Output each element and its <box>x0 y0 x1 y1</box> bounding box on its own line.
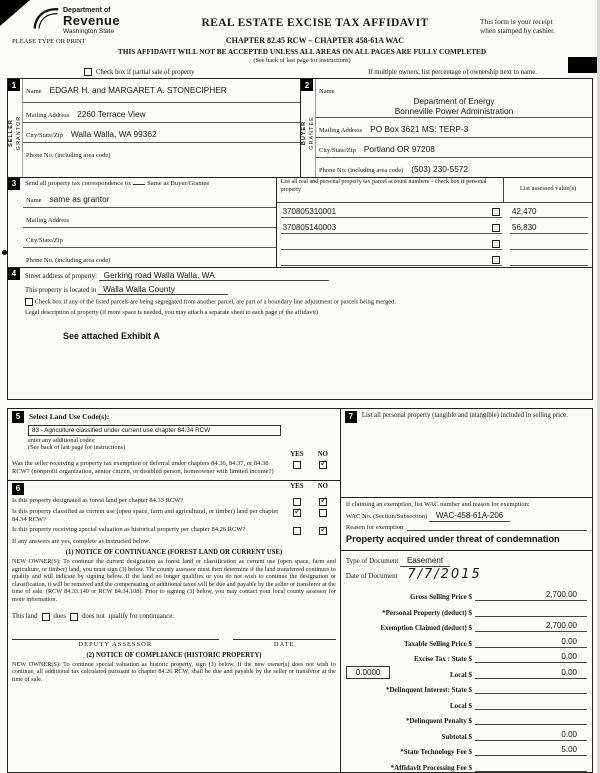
fee-value[interactable] <box>475 723 587 725</box>
fee-value[interactable]: 5.00 <box>475 745 587 756</box>
buyer-city-label: City/State/Zip <box>319 146 356 154</box>
parcel-numbers-header: List all real and personal property tax parcel account numbers – check box if personal property <box>277 178 504 202</box>
correspondence-intro: Send all property tax correspondence to: <box>25 179 132 187</box>
buyer-mailing-label: Mailing Address <box>319 126 363 134</box>
reason-blank[interactable] <box>407 524 587 531</box>
logo-dept-text: Department of <box>63 7 111 14</box>
yes-checkbox[interactable] <box>293 461 301 469</box>
fee-row-state-technology-fee: *State Technology Fee $ 5.00 <box>346 741 587 757</box>
continuance-does-checkbox[interactable] <box>42 613 50 621</box>
segregation-checkbox[interactable] <box>25 298 33 306</box>
scan-corner-artifact <box>0 0 30 26</box>
fee-row-gross-selling-price: Gross Selling Price $ 2,700.00 <box>346 586 587 602</box>
fee-row-delinquent-interest-state: *Delinquent Interest: State $ <box>346 679 587 695</box>
scan-dot-artifact <box>2 250 7 255</box>
parcel-number-value[interactable]: 370805140003 <box>282 222 337 232</box>
buyer-mailing-row <box>316 118 592 138</box>
page-title: REAL ESTATE EXCISE TAX AFFIDAVIT <box>201 17 429 29</box>
fee-value[interactable]: 2,700.00 <box>475 621 587 632</box>
chapter-heading: CHAPTER 82.45 RCW – CHAPTER 458-61A WAC <box>225 36 405 45</box>
multiple-owners-note: If multiple owners, list percentage of ownership next to name. <box>368 68 537 76</box>
form-lower-box <box>7 408 593 773</box>
parcel-row <box>277 203 592 219</box>
fee-value[interactable]: 2,700.00 <box>475 590 587 601</box>
correspondence-name-row: Name same as grantor <box>23 188 276 208</box>
property-number-badge: 4 <box>8 268 20 280</box>
fee-value[interactable] <box>475 770 587 772</box>
scan-block-artifact <box>568 57 600 73</box>
fee-row-excise-tax-local: 0.0000 Local $ 0.00 <box>346 663 587 679</box>
buyer-name-row <box>316 79 592 118</box>
assessed-value[interactable]: 42,470 <box>510 207 588 218</box>
designation-section <box>8 481 340 772</box>
exemption-deferral-question: Was the seller receiving a property tax exemption or deferral under chapters 84.36, 84.37, or 84.38 RCW? (nonprofit organization, senior citizen, or disabled person, homeowner with limited income?) ✓ <box>12 460 336 476</box>
fee-row-exemption-claimed: Exemption Claimed (deduct) $ 2,700.00 <box>346 617 587 633</box>
no-checkbox[interactable] <box>319 509 327 517</box>
seller-side-label: SELLER GRANTOR <box>7 115 22 150</box>
land-use-section <box>8 409 340 481</box>
document-section <box>341 550 592 582</box>
located-in-label: This property is located in <box>25 286 97 294</box>
assessed-value[interactable] <box>510 248 588 250</box>
no-header: NO <box>317 482 328 490</box>
land-use-code-field[interactable]: 83 - Agriculture classified under current use chapter 84.34 RCW <box>28 425 281 436</box>
document-date-value[interactable]: 7/7/2015 <box>407 566 482 582</box>
street-address-value[interactable]: Gerking road Walla Walla, WA <box>99 270 329 281</box>
current-use-question: Is this property classified as current use (open space, farm and agricultural, or timber) land per chapter 84.34 RCW? ✓ <box>12 508 336 524</box>
seller-name-row <box>23 79 300 103</box>
seller-number-badge: 1 <box>8 79 20 91</box>
buyer-mailing-value[interactable]: PO Box 3621 MS: TERP-3 <box>370 123 469 134</box>
fee-value[interactable]: 0.00 <box>475 730 587 741</box>
seller-mailing-row <box>23 103 300 123</box>
buyer-phone-value[interactable]: (503) 230-5572 <box>411 163 469 174</box>
partial-sale-checkbox[interactable] <box>84 68 92 76</box>
buyer-phone-label: Phone No. (including area code) <box>319 166 404 174</box>
buyer-city-value[interactable]: Portland OR 97208 <box>363 143 435 154</box>
seller-city-value[interactable]: Walla Walla, WA 99362 <box>70 129 157 139</box>
reason-value[interactable]: Property acquired under threat of condemnation <box>345 533 560 544</box>
buyer-city-row <box>316 138 592 158</box>
yes-header: YES <box>290 450 304 458</box>
document-date-label: Date of Document <box>345 571 398 580</box>
continuance-does-not-checkbox[interactable] <box>70 613 78 621</box>
historic-property-question: Is this property receiving special valuation as historical property per chapter 84.26 RCW? ✓ <box>12 526 336 535</box>
seller-section <box>8 79 300 177</box>
forest-land-question: Is this property designated as forest land per chapter 84.33 RCW? ✓ <box>12 497 336 506</box>
notice-compliance-text: NEW OWNER(S): To continue special valuation as historic property, sign (3) below. If the new owner(s) does not wish to continue, all additional tax calculated pursuant to chapter 84.26 RCW, shall be due and payable by the seller or transferor at the time of sale. <box>12 660 336 683</box>
parcel-row <box>277 219 592 235</box>
logo-state-text: Washington State <box>63 27 115 35</box>
fee-value[interactable] <box>475 708 587 710</box>
property-location-section <box>8 268 592 399</box>
deputy-assessor-signature-line[interactable]: DEPUTY ASSESSOR <box>12 639 219 648</box>
assessed-value[interactable]: 56,830 <box>510 223 588 234</box>
seller-name-value[interactable]: EDGAR H. and MARGARET A. STONECIPHER <box>49 85 227 95</box>
yes-checkbox[interactable] <box>293 498 301 506</box>
correspondence-name-value[interactable]: same as grantor <box>49 193 110 204</box>
yes-checkbox[interactable] <box>293 509 301 517</box>
personal-property-checkbox[interactable] <box>492 256 500 264</box>
continuance-qualify-row: This land does does not qualify for continuance. <box>12 613 174 621</box>
seller-phone-label: Phone No. (including area code) <box>26 152 111 159</box>
buyer-name-value[interactable]: Department of Energy Bonneville Power Administration <box>394 96 514 117</box>
correspondence-city-row: City/State/Zip <box>23 228 276 248</box>
buyer-name-label: Name <box>319 88 335 95</box>
no-checkbox[interactable] <box>319 527 327 535</box>
receipt-note: This form is your receipt when stamped by cashier. <box>480 17 555 36</box>
fee-value[interactable] <box>475 615 587 617</box>
yes-checkbox[interactable] <box>293 527 301 535</box>
fee-row-taxable-selling-price: Taxable Selling Price $ 0.00 <box>346 632 587 648</box>
document-type-label: Type of Document <box>345 556 399 565</box>
notice-compliance-title: (2) NOTICE OF COMPLIANCE (HISTORIC PROPERTY) <box>86 651 262 659</box>
land-use-title: Select Land Use Code(s): <box>29 412 110 422</box>
fee-value[interactable]: 0.00 <box>475 668 587 679</box>
fee-row-subtotal: Subtotal $ 0.00 <box>346 725 587 741</box>
land-use-number-badge: 5 <box>12 411 24 423</box>
see-back-note: (See back of last page for instructions) <box>253 57 351 64</box>
no-checkbox[interactable] <box>319 498 327 506</box>
document-type-value[interactable]: Easement <box>400 556 450 567</box>
correspondence-phone-row: Phone No. (including area code) <box>26 256 111 264</box>
parcel-row <box>277 251 592 267</box>
personal-property-number-badge: 7 <box>345 411 357 423</box>
revenue-swoosh-icon <box>32 5 60 36</box>
date-line[interactable]: DATE <box>233 639 336 648</box>
form-header <box>0 0 600 76</box>
same-as-blank[interactable] <box>133 184 145 185</box>
correspondence-mailing-row: Mailing Address <box>23 208 276 228</box>
buyer-number-badge: 2 <box>301 79 313 91</box>
reason-label: Reason for exemption <box>345 523 404 531</box>
county-value[interactable]: Walla Walla County <box>98 284 228 295</box>
wac-label: WAC No. (Section/Subsection) <box>345 512 428 520</box>
designation-number-badge: 6 <box>12 483 24 495</box>
fee-value[interactable] <box>475 692 587 694</box>
fee-table <box>341 582 592 772</box>
fee-row-delinquent-interest-local: Local $ <box>346 694 587 710</box>
legal-description-label: Legal description of property (if more space is needed, you may attach a separate sheet to each page of the affidavit) <box>25 308 319 316</box>
additional-codes-label: enter any additional codes: <box>28 436 96 444</box>
same-as-label: Same as Buyer/Grantee <box>147 179 210 187</box>
correspondence-number-badge: 3 <box>8 178 20 190</box>
exemption-intro: If claiming an exemption, list WAC number and reason for exemption: <box>345 500 530 508</box>
parcel-row <box>277 235 592 251</box>
dor-logo <box>12 5 150 36</box>
land-use-see-back: (See back of last page for instructions) <box>28 443 126 451</box>
fee-value[interactable]: 0.00 <box>475 637 587 648</box>
assessed-value[interactable] <box>510 264 588 266</box>
fee-row-affidavit-processing-fee: *Affidavit Processing Fee $ <box>346 756 587 772</box>
fee-row-excise-tax-state: Excise Tax : State $ 0.00 <box>346 648 587 664</box>
wac-number-value[interactable]: WAC-458-61A-206 <box>429 511 510 522</box>
seller-city-label: City/State/Zip <box>26 132 63 139</box>
no-header: NO <box>317 450 328 458</box>
buyer-phone-row <box>316 158 592 177</box>
personal-property-checkbox[interactable] <box>492 208 500 216</box>
personal-property-checkbox[interactable] <box>492 240 500 248</box>
fee-row-delinquent-penalty: *Delinquent Penalty $ <box>346 710 587 726</box>
seller-mailing-label: Mailing Address <box>26 112 70 119</box>
seller-phone-row <box>23 143 300 162</box>
assessed-values-header: List assessed value(s) <box>519 184 577 192</box>
segregation-label: Check box if any of the listed parcels are being segregated from another parcel, are part of a boundary line adjustment or parcels being merged. <box>34 298 396 306</box>
notice-continuance-title: (1) NOTICE OF CONTINUANCE (FOREST LAND OR CURRENT USE) <box>65 549 283 557</box>
if-yes-note: If any answers are yes, complete as instructed below. <box>12 538 150 546</box>
personal-property-checkbox[interactable] <box>492 224 500 232</box>
form-main-box <box>7 78 593 400</box>
seller-mailing-value[interactable]: 2260 Terrace View <box>77 109 146 119</box>
seller-name-label: Name <box>26 88 42 95</box>
buyer-side-label: BUYER GRANTEE <box>300 115 315 150</box>
exemption-section <box>341 497 592 550</box>
fee-row-personal-property-deduct: *Personal Property (deduct) $ <box>346 601 587 617</box>
legal-description-value[interactable]: See attached Exhibit A <box>63 330 160 341</box>
yes-header: YES <box>290 482 304 490</box>
street-address-label: Street address of property: <box>25 272 97 280</box>
partial-sale-label: Check box if partial sale of property <box>96 68 195 76</box>
logo-revenue-text: Revenue <box>63 13 120 29</box>
completeness-warning: THIS AFFIDAVIT WILL NOT BE ACCEPTED UNLESS ALL AREAS ON ALL PAGES ARE FULLY COMPLETED <box>117 47 487 56</box>
tax-correspondence-section <box>8 178 277 267</box>
personal-property-section <box>341 409 592 497</box>
seller-city-row <box>23 123 300 143</box>
local-rate-box[interactable]: 0.0000 <box>346 666 390 679</box>
buyer-section <box>300 79 592 177</box>
fee-value[interactable]: 0.00 <box>475 652 587 663</box>
personal-property-label: List all personal property (tangible and intangible) included in selling price. <box>361 411 568 419</box>
parcel-table <box>277 178 592 267</box>
parcel-number-value[interactable]: 370805310001 <box>282 206 337 216</box>
no-checkbox[interactable] <box>319 461 327 469</box>
please-type-note: PLEASE TYPE OR PRINT <box>12 38 86 45</box>
notice-continuance-text: NEW OWNER(S): To continue the current designation as forest land or classification as current use (open space, farm and agriculture, or timber) land, you must sign (3) below. The county assessor must then determine if the land transferred continues to qualify and will indicate by signing below. If the land no longer qualifies or you do not wish to continue the designation or classification, it will be removed and the compensating or additional taxes will be due and payable by the seller or transferor at the time of sale. (RCW 84.33.140 or RCW 84.34.108). Prior to signing (3) below, you may contact your local county assessor for more information. <box>12 558 336 604</box>
selling-price-column <box>341 409 592 772</box>
